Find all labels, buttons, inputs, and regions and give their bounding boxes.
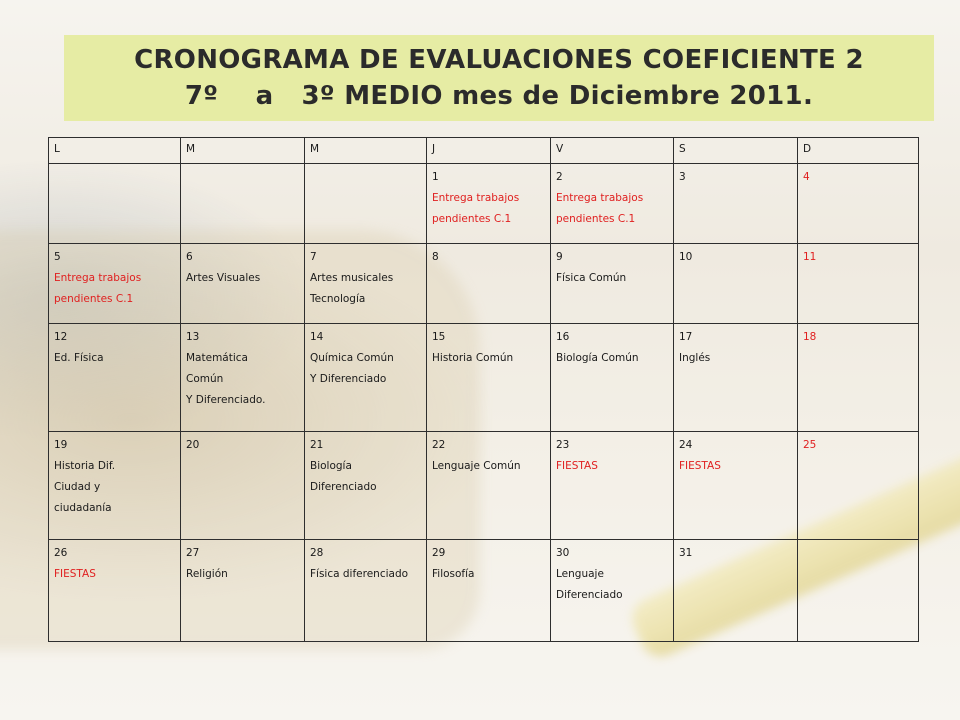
- day-number: 12: [54, 331, 68, 343]
- event-text: pendientes C.1: [432, 213, 512, 225]
- title-banner: [64, 35, 934, 121]
- day-cell: [181, 324, 305, 432]
- week-row: [49, 540, 919, 642]
- day-cell: [798, 164, 919, 244]
- day-cell: [181, 244, 305, 324]
- day-number: 4: [803, 171, 810, 183]
- weekday-header: M: [181, 138, 305, 164]
- day-cell: [181, 164, 305, 244]
- day-number: 30: [556, 547, 570, 559]
- day-number: 5: [54, 251, 61, 263]
- event-text: Y Diferenciado: [310, 373, 387, 385]
- calendar-body: [49, 164, 919, 642]
- event-text: Entrega trabajos: [54, 272, 142, 284]
- day-cell: [798, 432, 919, 540]
- day-cell: [427, 324, 551, 432]
- event-text: Matemática: [186, 352, 248, 364]
- day-number: 28: [310, 547, 324, 559]
- event-text: Física diferenciado: [310, 568, 409, 580]
- event-text: Diferenciado: [310, 481, 377, 493]
- day-cell: [551, 540, 674, 642]
- weekday-header: D: [798, 138, 919, 164]
- event-text: FIESTAS: [54, 568, 96, 580]
- day-number: 31: [679, 547, 693, 559]
- day-cell: [798, 324, 919, 432]
- event-text: Física Común: [556, 272, 627, 284]
- day-cell: [305, 164, 427, 244]
- event-text: Artes Visuales: [186, 272, 261, 284]
- weekday-header: V: [551, 138, 674, 164]
- day-cell: [305, 324, 427, 432]
- day-cell: [551, 432, 674, 540]
- day-number: 20: [186, 439, 200, 451]
- event-text: Biología Común: [556, 352, 639, 364]
- day-cell: [551, 324, 674, 432]
- day-cell: [674, 244, 798, 324]
- weekday-header: M: [305, 138, 427, 164]
- day-cell: [49, 540, 181, 642]
- weekday-header: J: [427, 138, 551, 164]
- day-number: 23: [556, 439, 570, 451]
- week-row: [49, 244, 919, 324]
- event-text: Inglés: [679, 352, 711, 364]
- day-cell: [181, 432, 305, 540]
- day-number: 9: [556, 251, 563, 263]
- week-row: [49, 164, 919, 244]
- event-text: Biología: [310, 460, 352, 472]
- day-number: 8: [432, 251, 439, 263]
- event-text: FIESTAS: [556, 460, 598, 472]
- title-line-2: 7º a 3º MEDIO mes de Diciembre 2011.: [184, 81, 814, 111]
- day-number: 11: [803, 251, 817, 263]
- event-text: pendientes C.1: [54, 293, 134, 305]
- day-cell: [674, 540, 798, 642]
- title-line-1: CRONOGRAMA DE EVALUACIONES COEFICIENTE 2: [134, 45, 864, 75]
- day-cell: [305, 244, 427, 324]
- event-text: FIESTAS: [679, 460, 721, 472]
- event-text: Artes musicales: [310, 272, 394, 284]
- day-cell: [674, 324, 798, 432]
- day-number: 14: [310, 331, 324, 343]
- day-number: 21: [310, 439, 324, 451]
- event-text: Ed. Física: [54, 352, 104, 364]
- weekday-header: S: [674, 138, 798, 164]
- event-text: Entrega trabajos: [556, 192, 644, 204]
- event-text: Entrega trabajos: [432, 192, 520, 204]
- day-number: 10: [679, 251, 693, 263]
- day-cell: [427, 164, 551, 244]
- day-number: 17: [679, 331, 693, 343]
- day-cell: [798, 540, 919, 642]
- day-cell: [49, 244, 181, 324]
- day-number: 2: [556, 171, 563, 183]
- day-number: 18: [803, 331, 817, 343]
- day-cell: [798, 244, 919, 324]
- day-number: 27: [186, 547, 200, 559]
- day-number: 16: [556, 331, 570, 343]
- event-text: Filosofía: [432, 568, 475, 580]
- week-row: [49, 432, 919, 540]
- day-cell: [674, 164, 798, 244]
- event-text: Historia Dif.: [54, 460, 116, 472]
- day-cell: [49, 164, 181, 244]
- event-text: Química Común: [310, 352, 394, 364]
- event-text: pendientes C.1: [556, 213, 636, 225]
- day-cell: [427, 244, 551, 324]
- day-cell: [181, 540, 305, 642]
- day-number: 19: [54, 439, 68, 451]
- day-cell: [305, 432, 427, 540]
- event-text: Y Diferenciado.: [186, 394, 266, 406]
- event-text: Lenguaje Común: [432, 460, 521, 472]
- day-number: 13: [186, 331, 200, 343]
- event-text: Lenguaje: [556, 568, 604, 580]
- weekday-header: L: [49, 138, 181, 164]
- day-number: 1: [432, 171, 439, 183]
- weekday-header-row: [49, 138, 919, 164]
- day-cell: [305, 540, 427, 642]
- calendar-table: [48, 137, 919, 642]
- event-text: Ciudad y: [54, 481, 101, 493]
- event-text: ciudadanía: [54, 502, 112, 514]
- day-cell: [49, 432, 181, 540]
- day-number: 24: [679, 439, 693, 451]
- day-cell: [49, 324, 181, 432]
- event-text: Tecnología: [310, 293, 366, 305]
- day-cell: [427, 432, 551, 540]
- day-number: 26: [54, 547, 68, 559]
- day-number: 15: [432, 331, 446, 343]
- day-number: 29: [432, 547, 446, 559]
- day-cell: [551, 244, 674, 324]
- event-text: Historia Común: [432, 352, 514, 364]
- day-number: 7: [310, 251, 317, 263]
- day-number: 25: [803, 439, 817, 451]
- week-row: [49, 324, 919, 432]
- day-number: 22: [432, 439, 446, 451]
- event-text: Común: [186, 373, 224, 385]
- event-text: Diferenciado: [556, 589, 623, 601]
- day-cell: [427, 540, 551, 642]
- day-number: 3: [679, 171, 686, 183]
- day-cell: [674, 432, 798, 540]
- day-cell: [551, 164, 674, 244]
- day-number: 6: [186, 251, 193, 263]
- event-text: Religión: [186, 568, 228, 580]
